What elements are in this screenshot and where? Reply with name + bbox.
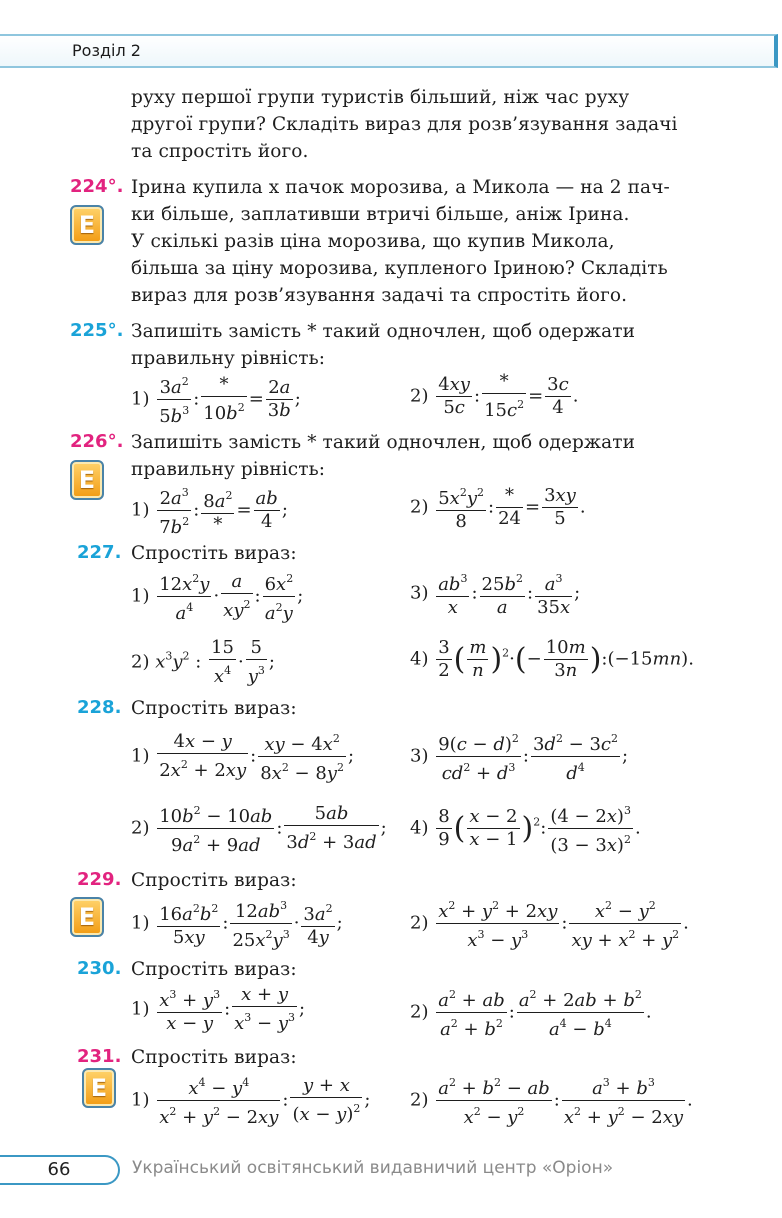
problem-228-number: 228. <box>77 697 122 718</box>
problem-231-number: 231. <box>77 1046 122 1067</box>
publisher-text: Український освітянський видавничий центр «Оріон» <box>132 1158 614 1178</box>
level-e-badge: E <box>70 205 104 245</box>
problem-224-number: 224°. <box>70 176 124 197</box>
p231-expr-2: 2) $\frac{a^2 + b^2 - ab}{x^2 - y^2}$ : $\frac{a^3 + b^3}{x^2 + y^2 - 2xy}$ . <box>410 1076 693 1128</box>
p224-line-3: У скількі разів ціна морозива, що купив Микола, <box>131 231 615 252</box>
p228-title: Спростіть вираз: <box>131 698 297 719</box>
p230-title: Спростіть вираз: <box>131 959 297 980</box>
p224-line-4: більша за ціну морозива, купленого Іриною? Складіть <box>131 258 668 279</box>
p227-title: Спростіть вираз: <box>131 543 297 564</box>
p229-expr-1: 1) $\frac{16a^2b^2}{5xy}$ : $\frac{12ab^3}{25x^2y^3}$ · $\frac{3a^2}{4y}$ ; <box>131 899 343 951</box>
p227-expr-2: 2) $x^3y^2$ : $\frac{15}{x^4}$ · $\frac{5}{y^3}$ ; <box>131 637 275 687</box>
intro-line-2: другої групи? Складіть вираз для розв’язування задачі <box>131 114 678 135</box>
p228-expr-2: 2) $\frac{10b^2 - 10ab}{9a^2 + 9ad}$ : $\frac{5ab}{3d^2 + 3ad}$ ; <box>131 803 387 856</box>
problem-229-number: 229. <box>77 869 122 890</box>
p225-expr-2: 2) $\frac{4xy}{5c}$ : $\frac{*}{15c^2}$ = $\frac{3c}{4}$ . <box>410 371 579 421</box>
page-header <box>0 34 778 68</box>
p226-line-2: правильну рівність: <box>131 459 326 480</box>
level-e-badge: E <box>70 460 104 500</box>
level-e-badge: E <box>82 1068 116 1108</box>
problem-225-number: 225°. <box>70 320 124 341</box>
p228-expr-1: 1) $\frac{4x - y}{2x^2 + 2xy}$ : $\frac{xy - 4x^2}{8x^2 - 8y^2}$ ; <box>131 731 355 784</box>
p229-expr-2: 2) $\frac{x^2 + y^2 + 2xy}{x^3 - y^3}$ : $\frac{x^2 - y^2}{xy + x^2 + y^2}$ . <box>410 899 689 951</box>
problem-230-number: 230. <box>77 958 122 979</box>
problem-226-number: 226°. <box>70 431 124 452</box>
p226-expr-1: 1) $\frac{2a^3}{7b^2}$ : $\frac{8a^2}{*}$ = $\frac{ab}{4}$ ; <box>131 486 288 538</box>
page-number: 66 <box>0 1155 120 1185</box>
p231-title: Спростіть вираз: <box>131 1047 297 1068</box>
p227-expr-1: 1) $\frac{12x^2y}{a^4}$ · $\frac{a}{xy^2}$ : $\frac{6x^2}{a^2y}$ ; <box>131 571 304 624</box>
p225-line-2: правильну рівність: <box>131 348 326 369</box>
p224-line-1: Ірина купила x пачок морозива, а Микола — на 2 пач- <box>131 177 670 198</box>
p227-expr-4: 4) $\frac{3}{2}$ ( $\frac{m}{n}$ )$^2$·(− $\frac{10m}{3n}$ ):(−15mn). <box>410 637 694 681</box>
p224-line-2: ки більше, заплативши втричі більше, аніж Ірина. <box>131 204 630 225</box>
section-title: Розділ 2 <box>72 41 141 60</box>
intro-line-3: та спростіть його. <box>131 141 309 162</box>
p225-expr-1: 1) $\frac{3a^2}{5b^3}$ : $\frac{*}{10b^2}$ = $\frac{2a}{3b}$ ; <box>131 374 301 427</box>
p228-expr-4: 4) $\frac{8}{9}$ ( $\frac{x - 2}{x - 1}$ )$^2$: $\frac{(4 - 2x)^3}{(3 - 3x)^2}$ . <box>410 804 641 856</box>
p229-title: Спростіть вираз: <box>131 870 297 891</box>
p226-expr-2: 2) $\frac{5x^2y^2}{8}$ : $\frac{*}{24}$ = $\frac{3xy}{5}$ . <box>410 485 586 532</box>
p226-line-1: Запишіть замість * такий одночлен, щоб одержати <box>131 432 636 453</box>
intro-line-1: руху першої групи туристів більший, ніж час руху <box>131 87 630 108</box>
p227-expr-3: 3) $\frac{ab^3}{x}$ : $\frac{25b^2}{a}$ : $\frac{a^3}{35x}$ ; <box>410 572 581 618</box>
p225-line-1: Запишіть замість * такий одночлен, щоб одержати <box>131 321 636 342</box>
p230-expr-1: 1) $\frac{x^3 + y^3}{x - y}$ : $\frac{x + y}{x^3 - y^3}$ ; <box>131 984 306 1034</box>
p224-line-5: вираз для розв’язування задачі та спростіть його. <box>131 285 628 306</box>
p231-expr-1: 1) $\frac{x^4 - y^4}{x^2 + y^2 - 2xy}$ : $\frac{y + x}{(x - y)^2}$ ; <box>131 1075 371 1128</box>
p228-expr-3: 3) $\frac{9(c - d)^2}{cd^2 + d^3}$ : $\frac{3d^2 - 3c^2}{d^4}$ ; <box>410 732 629 784</box>
problem-227-number: 227. <box>77 542 122 563</box>
level-e-badge: E <box>70 897 104 937</box>
p230-expr-2: 2) $\frac{a^2 + ab}{a^2 + b^2}$ : $\frac{a^2 + 2ab + b^2}{a^4 - b^4}$ . <box>410 988 652 1040</box>
